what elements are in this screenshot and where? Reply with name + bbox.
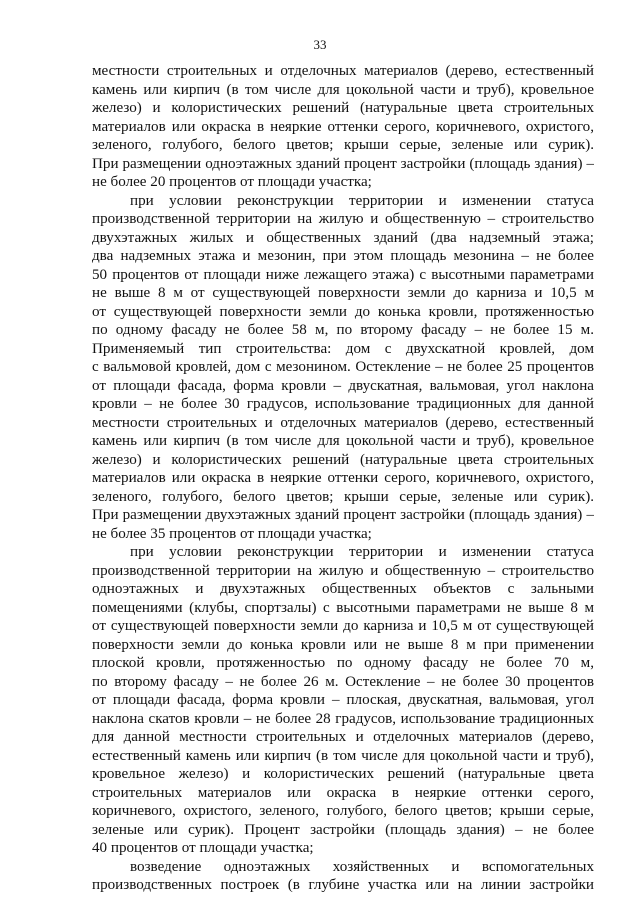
text-line: двухэтажных жилых и общественных зданий (два надземный этажа; xyxy=(92,229,594,246)
text-line: коричневого, охристого, зеленого, голубого, белого цветов; крыши серые, xyxy=(92,803,594,819)
text-line: материалов или окраска в неяркие оттенки серого, коричневого, охристого, xyxy=(92,470,594,486)
text-line: кровли – не более 30 градусов, использование традиционных для данной xyxy=(92,396,594,412)
body-text xyxy=(92,62,594,895)
text-line: от площади фасада, форма кровли – плоская, двускатная, вальмовая, угол xyxy=(92,692,594,708)
text-line: Применяемый тип строительства: дом с двухскатной кровлей, дом xyxy=(92,340,594,357)
text-line: поверхности земли до конька кровли или не выше 8 м при применении xyxy=(92,636,594,653)
text-line: помещениями (клубы, спортзалы) с высотными параметрами не выше 8 м xyxy=(92,599,594,616)
text-line: наклона скатов кровли – не более 28 градусов, использование традиционных xyxy=(92,710,594,727)
text-line: плоской кровли, протяженностью по одному фасаду не более 70 м, xyxy=(92,655,594,671)
text-line: зеленого, голубого, белого цветов; крыши серые, зеленые или сурик). xyxy=(92,137,594,153)
text-line: зеленые или сурик). Процент застройки (площадь здания) – не более xyxy=(92,821,594,838)
text-line: от существующей поверхности земли до карниза и 10,5 м от существующей xyxy=(92,618,594,634)
text-line: по одному фасаду не более 58 м, по второму фасаду – не более 15 м. xyxy=(92,322,594,338)
text-line: При размещении одноэтажных зданий процент застройки (площадь здания) – xyxy=(92,155,594,172)
text-line: 40 процентов от площади участка; xyxy=(92,840,314,856)
text-line: производственных построек (в глубине участка или на линии застройки xyxy=(92,877,594,893)
text-line: материалов или окраска в неяркие оттенки серого, коричневого, охристого, xyxy=(92,118,594,135)
text-line: камень или кирпич (в том числе для цокольной части и труб), кровельное xyxy=(92,81,594,98)
text-line: при условии реконструкции территории и изменении статуса xyxy=(130,192,594,209)
text-line: производственной территории на жилую и общественную – строительство xyxy=(92,562,594,579)
text-line: 50 процентов от площади ниже лежащего этажа) с высотными параметрами xyxy=(92,266,594,283)
text-line: от площади фасада, форма кровли – двускатная, вальмовая, угол наклона xyxy=(92,377,594,394)
text-line: производственной территории на жилую и общественную – строительство xyxy=(92,211,594,227)
text-line: с вальмовой кровлей, дом с мезонином. Остекление – не более 25 процентов xyxy=(92,359,594,375)
text-line: зеленого, голубого, белого цветов; крыши серые, зеленые или сурик). xyxy=(92,488,594,505)
text-line: не более 35 процентов от площади участка; xyxy=(92,525,372,542)
page-number: 33 xyxy=(313,37,327,52)
text-line: железо) и колористических решений (натуральные цвета строительных xyxy=(92,100,594,116)
text-line: местности строительных и отделочных материалов (дерево, естественный xyxy=(92,63,594,79)
text-line: кровельное железо) и колористических решений (натуральные цвета xyxy=(92,766,594,782)
text-line: при условии реконструкции территории и изменении статуса xyxy=(130,544,594,560)
text-line: по второму фасаду – не более 26 м. Остекление – не более 30 процентов xyxy=(92,673,594,690)
text-line: железо) и колористических решений (натуральные цвета строительных xyxy=(92,451,594,468)
text-line: местности строительных и отделочных материалов (дерево, естественный xyxy=(92,414,594,431)
text-line: возведение одноэтажных хозяйственных и вспомогательных xyxy=(130,858,594,875)
text-line: камень или кирпич (в том числе для цокольной части и труб), кровельное xyxy=(92,433,594,449)
text-line: для данной местности строительных и отделочных материалов (дерево, xyxy=(92,729,594,745)
text-line: одноэтажных и двухэтажных общественных объектов с зальными xyxy=(92,581,594,597)
text-line: не выше 8 м от существующей поверхности земли до карниза и 10,5 м xyxy=(92,285,594,301)
text-line: естественный камень или кирпич (в том числе для цокольной части и труб), xyxy=(92,747,594,764)
text-line: При размещении двухэтажных зданий процент застройки (площадь здания) – xyxy=(92,507,594,523)
text-line: строительных материалов или окраска в неяркие оттенки серого, xyxy=(92,784,594,801)
text-line: не более 20 процентов от площади участка; xyxy=(92,174,372,190)
text-line: от существующей поверхности земли до конька кровли, протяженностью xyxy=(92,303,594,320)
text-line: два надземных этажа и мезонин, при этом площадь мезонина – не более xyxy=(92,248,594,264)
